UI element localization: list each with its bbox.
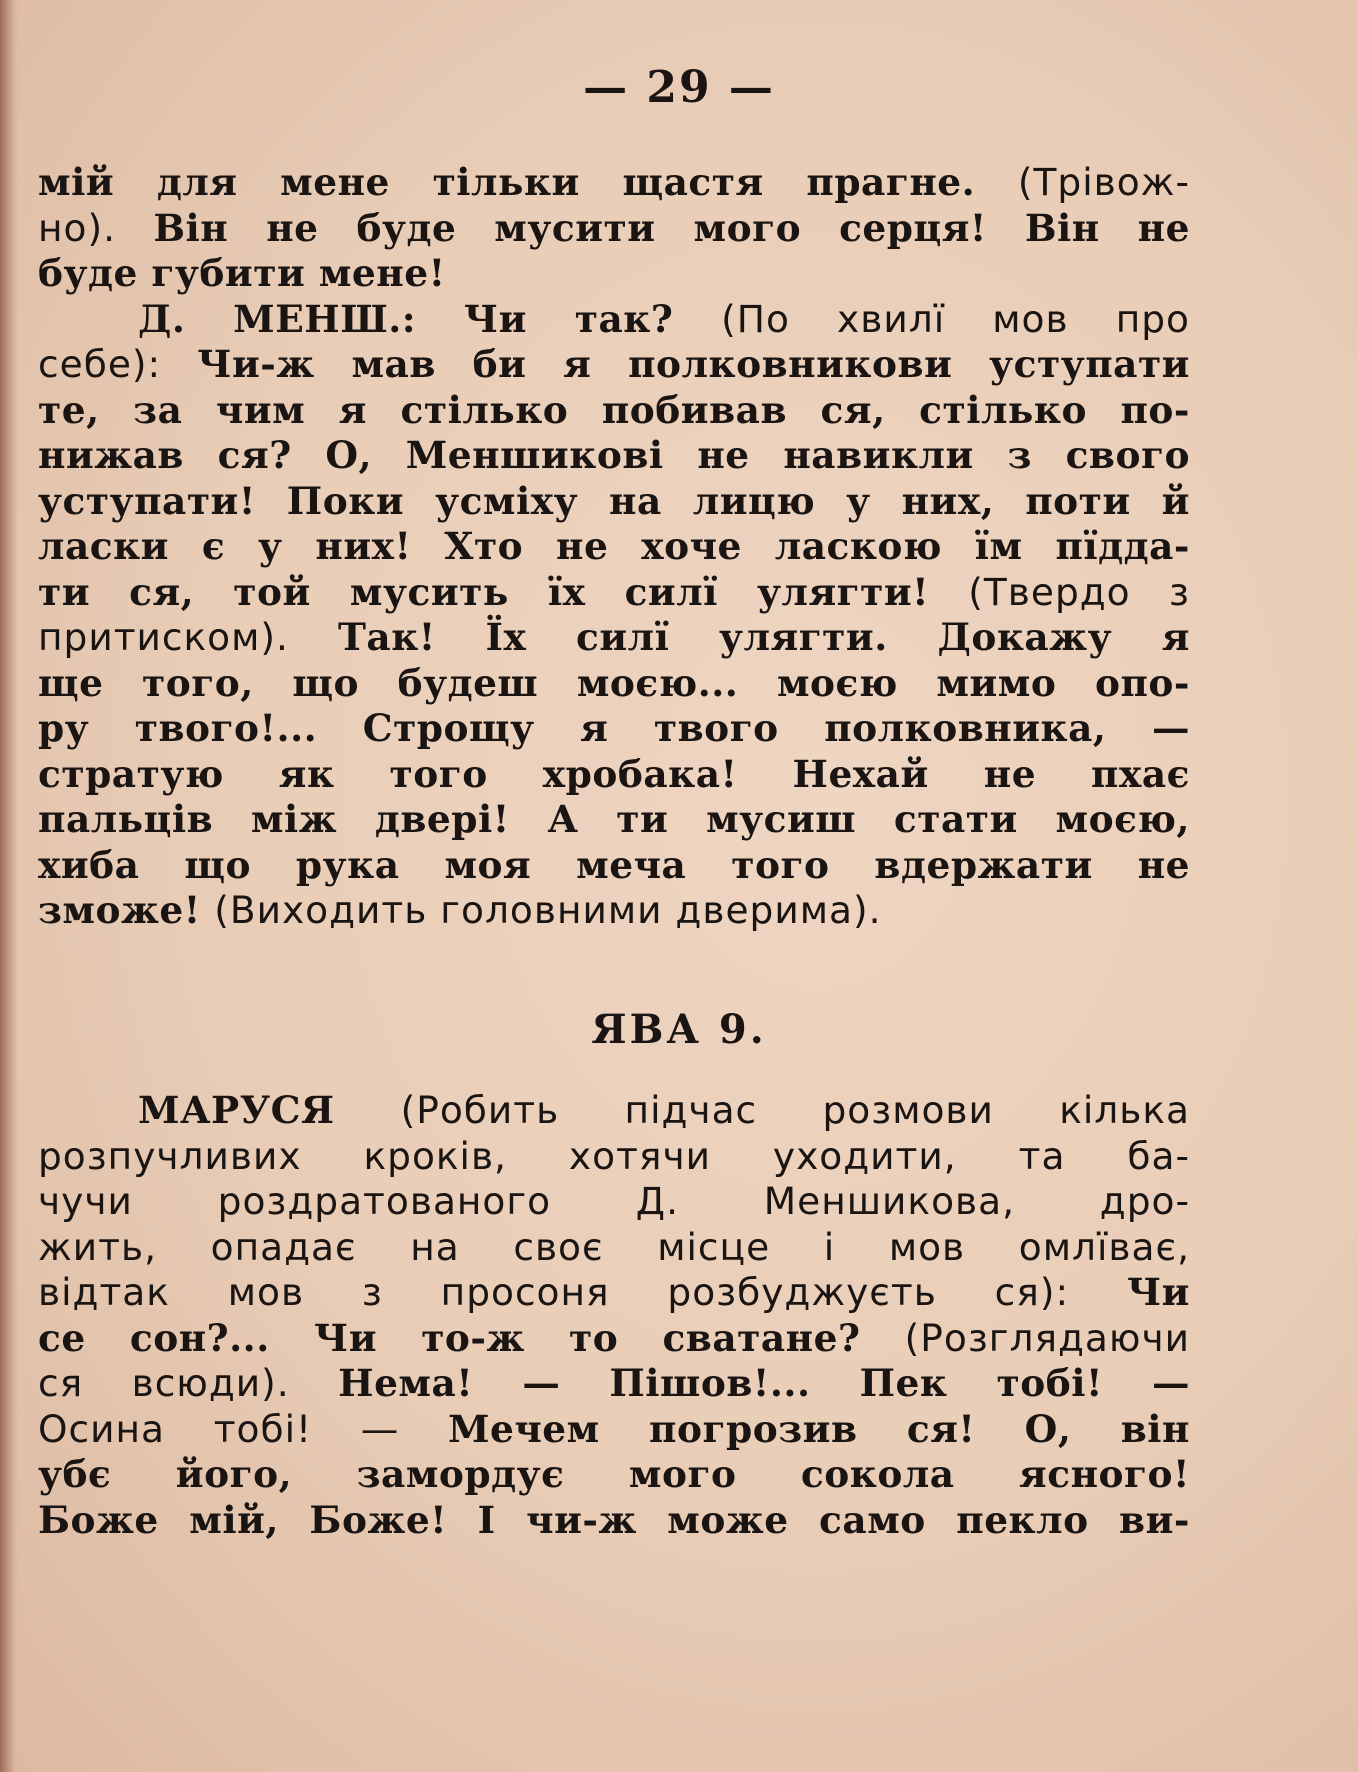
- stage-direction-line: чучи роздратованого Д. Меншикова, дро-: [38, 1179, 1190, 1223]
- page-number: — 29 —: [583, 62, 775, 113]
- speaker-line: МАРУСЯ (Робить підчас розмови кілька: [138, 1088, 1190, 1132]
- text-line: буде губити мене!: [38, 251, 446, 295]
- scene-heading: ЯВА 9.: [591, 1006, 767, 1053]
- speaker-line: Д. МЕНШ.: Чи так? (По хвилї мов про: [138, 296, 1190, 341]
- text-line: ти ся, той мусить їх силї улягти! (Твердо з: [38, 569, 1190, 614]
- text-line: себе): Чи-ж мав би я полковникови уступати: [38, 342, 1190, 386]
- text-line: се сон?... Чи то-ж то сватане? (Розглядаючи: [38, 1315, 1190, 1360]
- text-line: зможе! (Виходить головними дверима).: [38, 888, 882, 932]
- text-line: хиба що рука моя меча того вдержати не: [38, 842, 1190, 887]
- text-line: ся всюди). Нема! — Пішов!... Пек тобі! —: [38, 1361, 1190, 1405]
- text-line: стратую як того хробака! Нехай не пхає: [38, 751, 1190, 796]
- dialogue-block-menshikov: [38, 160, 1190, 934]
- text-line: те, за чим я стілько побивав ся, стілько по-: [38, 387, 1190, 432]
- stage-direction-line: розпучливих кроків, хотячи уходити, та ба-: [38, 1133, 1190, 1178]
- text-line: притиском). Так! Їх силї улягти. Докажу я: [38, 615, 1190, 659]
- text-line: Боже мій, Боже! І чи-ж може само пекло ви-: [38, 1497, 1190, 1542]
- text-line: убє його, замордує мого сокола ясного!: [38, 1452, 1190, 1496]
- text-line: ще того, що будеш моєю... моєю мимо опо-: [38, 660, 1190, 705]
- dialogue-block-marusia: [38, 1088, 1190, 1543]
- text-line: Осина тобі! — Мечем погрозив ся! О, він: [38, 1406, 1190, 1451]
- page-gutter-shadow: [0, 0, 18, 1772]
- text-line: пальців між двері! А ти мусиш стати моєю,: [38, 797, 1190, 841]
- stage-direction-line: жить, опадає на своє місце і мов омлїває,: [38, 1224, 1190, 1269]
- text-line: ласки є у них! Хто не хоче ласкою їм пïдда-: [38, 524, 1190, 568]
- text-line: уступати! Поки усміху на лицю у них, поти й: [38, 478, 1190, 523]
- stage-direction-line: відтак мов з просоня розбуджуєть ся): Чи: [38, 1270, 1190, 1314]
- text-line: нижав ся? О, Меншикові не навикли з свого: [38, 433, 1190, 477]
- text-line: ру твого!... Строщу я твого полковника, —: [38, 706, 1190, 750]
- text-line: но). Він не буде мусити мого серця! Він не: [38, 205, 1190, 250]
- text-line: мій для мене тільки щастя прагне. (Трівож-: [38, 160, 1190, 204]
